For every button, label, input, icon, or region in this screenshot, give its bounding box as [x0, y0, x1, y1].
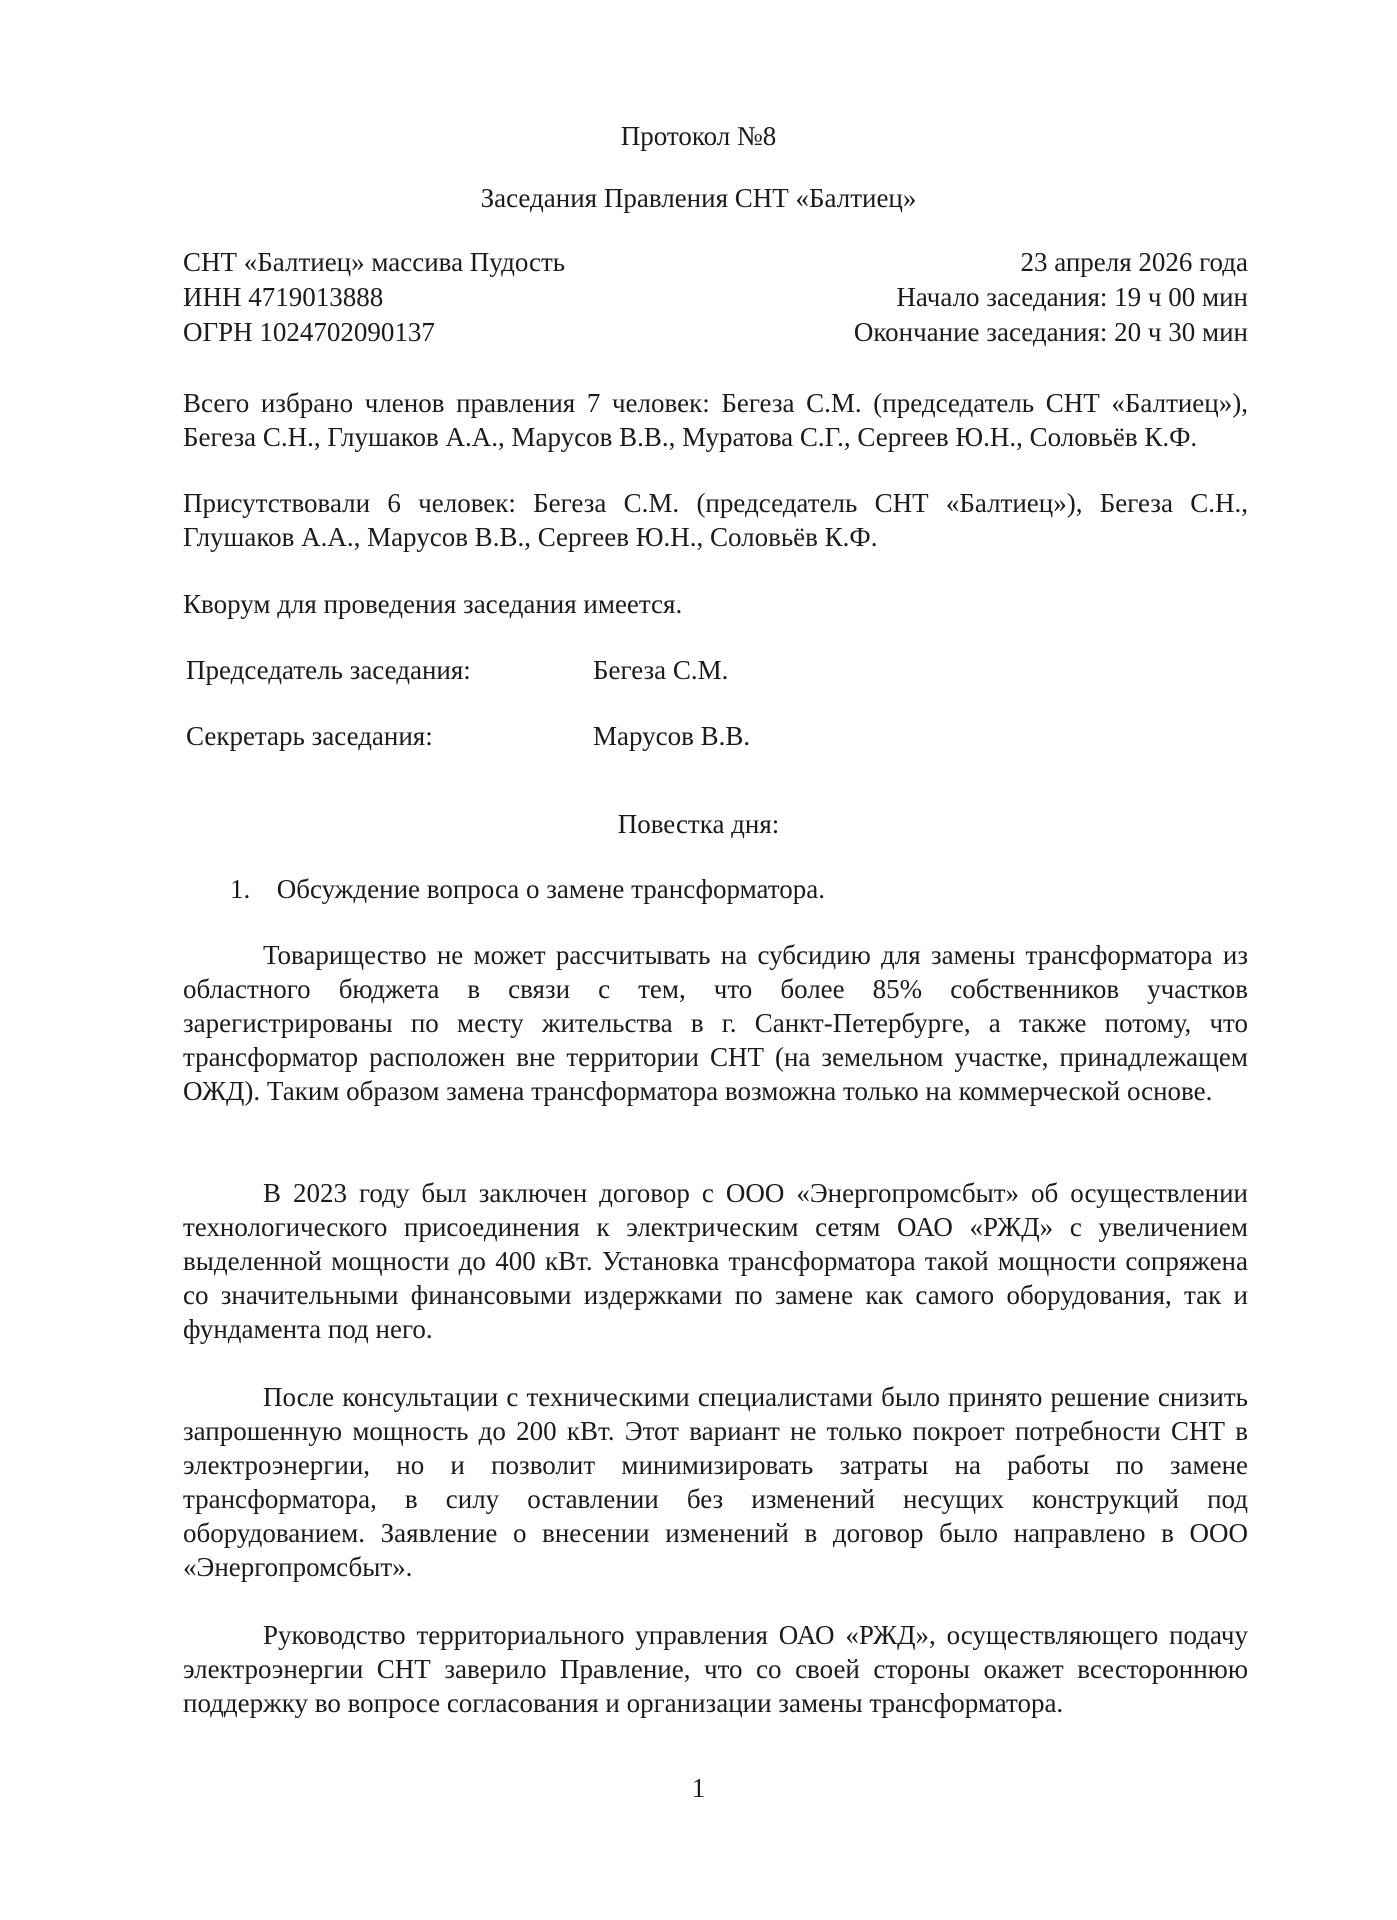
- secretary-name: Марусов В.В.: [593, 721, 751, 751]
- chairman-name: Бегеза С.М.: [593, 655, 729, 685]
- meeting-date: 23 апреля 2026 года: [1020, 247, 1248, 277]
- document-title: Протокол №8: [620, 121, 777, 151]
- body-paragraph: Руководство территориального управления ОАО «РЖД», осуществляющего подачу электроэнергии СНТ заверило Правление, что со своей стороны окажет всестороннюю поддержку во вопросе согласования и организации замены трансформатора.: [183, 1620, 1248, 1718]
- quorum-statement: Кворум для проведения заседания имеется.: [183, 589, 683, 619]
- organization-ogrn: ОГРН 1024702090137: [183, 317, 435, 347]
- body-paragraph: Товарищество не может рассчитывать на субсидию для замены трансформатора из областного бюджета в связи с тем, что более 85% собственников участков зарегистрированы по месту жительства в г. Санкт-Петербурге, а также потому, что трансформатор расположен вне территории СНТ (на земельном участке, принадлежащем ОЖД). Таким образом замена трансформатора возможна только на коммерческой основе.: [183, 940, 1248, 1106]
- body-paragraph: После консультации с техническими специалистами было принято решение снизить запрошенную мощность до 200 кВт. Этот вариант не только покроет потребности СНТ в электроэнергии, но и позволит минимизировать затраты на работы по замене трансформатора, в силу оставлении без изменений несущих конструкций под оборудованием. Заявление о внесении изменений в договор было направлено в ООО «Энергопромсбыт».: [183, 1382, 1248, 1582]
- agenda-item-number: 1.: [230, 874, 251, 904]
- organization-name: СНТ «Балтиец» массива Пудость: [183, 247, 566, 277]
- page-number: 1: [691, 1773, 706, 1803]
- agenda-item: [230, 873, 1230, 906]
- agenda-item-text: Обсуждение вопроса о замене трансформатора.: [276, 874, 825, 904]
- secretary-label: Секретарь заседания:: [186, 721, 433, 751]
- present-members-paragraph: Присутствовали 6 человек: Бегеза С.М. (председатель СНТ «Балтиец»), Бегеза С.Н., Глушаков А.А., Марусов В.В., Сергеев Ю.Н., Соловьёв К.Ф.: [183, 488, 1248, 552]
- meeting-start-time: Начало заседания: 19 ч 00 мин: [896, 282, 1248, 312]
- agenda-title: Повестка дня:: [617, 809, 780, 839]
- elected-members-paragraph: Всего избрано членов правления 7 человек: Бегеза С.М. (председатель СНТ «Балтиец»), Бегеза С.Н., Глушаков А.А., Марусов В.В., Муратова С.Г., Сергеев Ю.Н., Соловьёв К.Ф.: [183, 388, 1248, 452]
- organization-inn: ИНН 4719013888: [183, 282, 384, 312]
- meeting-details: [700, 246, 1248, 351]
- meeting-end-time: Окончание заседания: 20 ч 30 мин: [853, 317, 1248, 347]
- body-paragraph: В 2023 году был заключен договор с ООО «Энергопромсбыт» об осуществлении технологического присоединения к электрическим сетям ОАО «РЖД» с увеличением выделенной мощности до 400 кВт. Установка трансформатора такой мощности сопряжена со значительными финансовыми издержками по замене как самого оборудования, так и фундамента под него.: [183, 1178, 1248, 1344]
- chairman-label: Председатель заседания:: [186, 655, 471, 685]
- organization-details: [183, 246, 783, 351]
- document-subtitle: Заседания Правления СНТ «Балтиец»: [480, 183, 917, 213]
